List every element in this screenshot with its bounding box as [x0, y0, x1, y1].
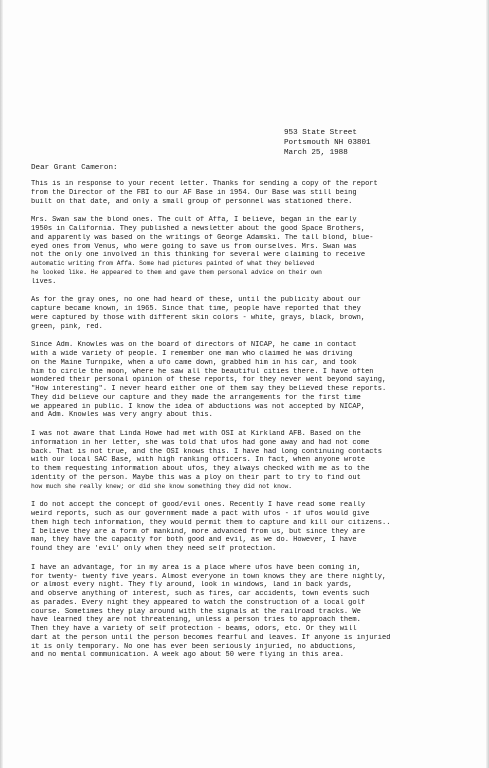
paragraph-line: from the Director of the FBI to our AF Base in 1954. Our Base was still being	[31, 188, 357, 197]
paragraph-line: as parades. Every night they appeared to watch the construction of a local golf	[31, 598, 366, 607]
paragraph-line: them high tech information, they would permit them to capture and kill our citizens..	[31, 518, 391, 527]
paragraph-line: green, pink, red.	[31, 322, 103, 331]
paragraph-line: automatic writing from Affa. Some had pictures painted of what they believed	[31, 260, 315, 267]
paragraph-line: not the only one involved in this thinking for several were claiming to receive	[31, 251, 366, 260]
sender-address	[284, 128, 371, 158]
address-city: Portsmouth NH 03801	[284, 139, 371, 147]
paragraph-line: for twenty- twenty five years. Almost everyone in town knows they are there nightly,	[31, 572, 387, 581]
paragraph-line: course. Sometimes they play around with the signals at the railroad tracks. We	[31, 607, 361, 616]
letter-paragraph	[31, 564, 471, 660]
page-left-edge	[0, 0, 3, 768]
paragraph-line: and apparently was based on the writings of George Adamski. The tall blond, blue-	[31, 233, 374, 242]
paragraph-line: information in her letter, she was told that ufos had gone away and had not come	[31, 438, 370, 447]
letter-paragraph	[31, 501, 471, 554]
letter-paragraph	[31, 296, 471, 331]
paragraph-line: with our local SAC Base, with high ranking officers. In fact, when anyone wrote	[31, 456, 366, 465]
paragraph-line: eyed ones from Venus, who were going to save us from ourselves. Mrs. Swan was	[31, 242, 357, 251]
paragraph-line: "How interesting". I never heard either one of them say they believed these reports.	[31, 385, 387, 393]
paragraph-line: I have an advantage, for in my area is a place where ufos have been coming in,	[31, 563, 361, 572]
letter-body	[31, 180, 471, 670]
paragraph-line: and no mental communication. A week ago about 50 were flying in this area.	[31, 651, 344, 660]
paragraph-line: As for the gray ones, no one had heard of these, until the publicity about our	[31, 296, 361, 305]
paragraph-line: found they are 'evil' only when they need self protection.	[31, 545, 277, 553]
paragraph-line: They did believe our capture and they made the arrangements for the first time	[31, 393, 361, 402]
paragraph-line: to them requesting information about ufos, they always checked with me as to the	[31, 465, 370, 473]
salutation: Dear Grant Cameron:	[31, 164, 118, 172]
letter-date: March 25, 1988	[284, 149, 348, 157]
paragraph-line: and Adm. Knowles was very angry about this.	[31, 411, 213, 420]
letter-paragraph	[31, 180, 471, 206]
paragraph-line: lives.	[31, 277, 57, 286]
paragraph-line: were captured by those with different skin colors - white, grays, black, brown,	[31, 313, 366, 322]
paragraph-line: 1950s in California. They published a newsletter about the good Space Brothers,	[31, 225, 366, 233]
paragraph-line: man, they have the capacity for both good and evil, as we do. However, I have	[31, 536, 357, 545]
paragraph-line: on the Maine Turnpike, when a ufo came down, grabbed him in his car, and took	[31, 358, 357, 367]
paragraph-line: Mrs. Swan saw the blond ones. The cult of Affa, I believe, began in the early	[31, 216, 357, 225]
paragraph-line: built on that date, and only a small group of personnel was stationed there.	[31, 197, 353, 206]
paragraph-line: back. That is not true, and the OSI knows this. I have had long continuing contacts	[31, 447, 382, 456]
paragraph-line: Since Adm. Knowles was on the board of directors of NICAP, he came in contact	[31, 341, 357, 350]
paragraph-line: I was not aware that Linda Howe had met with OSI at Kirkland AFB. Based on the	[31, 430, 361, 438]
paragraph-line: he looked like. He appeared to them and gave them personal advice on their own	[31, 268, 322, 276]
paragraph-line: or almost every night. They fly around, look in windows, land in back yards,	[31, 581, 353, 590]
paragraph-line: dart at the person until the person becomes fearful and leaves. If anyone is injuried	[31, 633, 391, 642]
paragraph-line: how much she really knew; or did she know something they did not know.	[31, 482, 293, 490]
paragraph-line: weird reports, such as our government made a pact with ufos - if ufos would give	[31, 510, 370, 518]
paragraph-line: wondered their personal opinion of these reports, for they never went beyond saying,	[31, 376, 387, 385]
letter-paragraph	[31, 216, 471, 286]
paragraph-line: have learned they are not threatening, unless a person tries to approach them.	[31, 616, 361, 625]
address-street: 953 State Street	[284, 129, 357, 137]
paragraph-line: him to circle the moon, where he saw all the beautiful cities there. I have often	[31, 367, 374, 376]
paragraph-line: and observe anything of interest, such as fires, car accidents, town events such	[31, 590, 370, 598]
paragraph-line: I do not accept the concept of good/evil ones. Recently I have read some really	[31, 501, 366, 510]
paragraph-line: identity of the person. Maybe this was a ploy on their part to try to find out	[31, 473, 361, 482]
paragraph-line: This is in response to your recent letter. Thanks for sending a copy of the report	[31, 180, 378, 188]
letter-paragraph	[31, 430, 471, 491]
paragraph-line: Then they have a variety of self protection - beams, odors, etc. Or they will	[31, 625, 357, 633]
paragraph-line: we appeared in public. I know the idea of abductions was not accepted by NICAP,	[31, 402, 366, 411]
paragraph-line: I believe they are a form of mankind, more advanced from us, but since they are	[31, 527, 366, 536]
letter-paragraph	[31, 341, 471, 420]
paragraph-line: capture became known, in 1965. Since that time, people have reported that they	[31, 305, 361, 313]
paragraph-line: with a wide variety of people. I remember one man who claimed he was driving	[31, 350, 353, 358]
paragraph-line: it is only temporary. No one has ever been seriously injuried, no abductions,	[31, 642, 357, 651]
